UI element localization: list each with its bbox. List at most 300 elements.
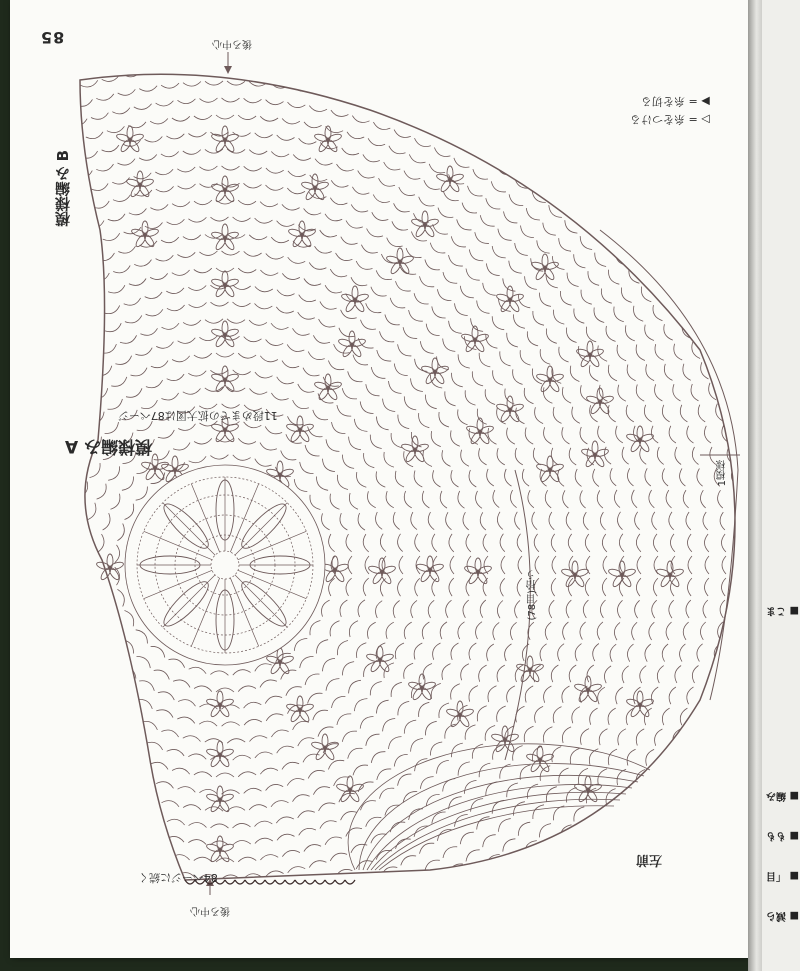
mesh-arc [145, 68, 163, 73]
petal [667, 561, 673, 575]
mesh-arc [580, 427, 587, 444]
mesh-arc [609, 846, 620, 861]
mesh-arc [98, 253, 115, 261]
mesh-arc [509, 261, 522, 274]
mesh-arc [364, 66, 381, 73]
mesh-arc [103, 816, 120, 824]
mesh-arc [437, 760, 449, 773]
mesh-arc [587, 218, 599, 231]
mesh-arc [391, 433, 402, 448]
mesh-arc [352, 187, 369, 194]
mesh-arc [331, 180, 348, 187]
mesh-arc [428, 512, 434, 530]
mesh-arc [600, 600, 605, 618]
next-page-snippet: ■ もも [766, 830, 799, 841]
mesh-arc [533, 805, 544, 819]
mesh-arc [719, 751, 727, 768]
mesh-arc [205, 892, 223, 896]
mesh-arc [601, 882, 613, 896]
chart-title: 模様編み A [65, 436, 153, 456]
mesh-arc [662, 405, 669, 422]
mesh-arc [255, 304, 273, 309]
mesh-arc [739, 425, 745, 443]
mesh-arc [205, 81, 223, 85]
flower-center [423, 223, 427, 227]
mesh-arc [486, 263, 499, 275]
mesh-arc [469, 470, 476, 487]
mesh-arc [430, 742, 442, 756]
mesh-arc [461, 450, 469, 467]
petal [542, 254, 548, 268]
mesh-arc [429, 164, 445, 173]
mesh-arc [178, 184, 196, 189]
mesh-arc [695, 870, 705, 885]
mesh-arc [376, 270, 392, 279]
mesh-arc [469, 643, 476, 660]
mesh-arc [697, 469, 703, 487]
page-number: 85 [40, 28, 65, 47]
mesh-arc [710, 772, 718, 788]
mesh-arc [411, 432, 421, 447]
mesh-arc [425, 395, 436, 409]
mesh-arc [341, 812, 357, 821]
mesh-arc [466, 578, 471, 596]
mesh-arc [238, 438, 256, 444]
mesh-arc [373, 195, 390, 203]
flower-center [278, 660, 282, 664]
mesh-arc [501, 556, 505, 574]
mesh-arc [574, 807, 584, 822]
mesh-arc [341, 886, 358, 894]
mesh-arc [337, 405, 351, 416]
mesh-arc [71, 612, 78, 629]
petal [142, 221, 148, 235]
left-front-label: 左前 [636, 852, 663, 867]
mesh-arc [189, 667, 206, 673]
mesh-arc [398, 415, 409, 429]
mesh-arc [98, 534, 104, 552]
mesh-arc [385, 72, 402, 79]
mesh-arc [653, 140, 665, 153]
mesh-arc [331, 110, 349, 116]
mesh-arc [610, 644, 616, 662]
mesh-arc [250, 389, 268, 395]
mesh-arc [194, 200, 212, 205]
mesh-arc [645, 644, 651, 662]
mesh-arc [680, 831, 690, 847]
flower-center [218, 703, 222, 707]
mesh-arc [366, 734, 380, 746]
flower-center [348, 788, 352, 792]
mesh-arc [552, 747, 561, 763]
mesh-arc [67, 229, 83, 237]
mesh-arc [398, 534, 403, 552]
mesh-arc [125, 807, 142, 814]
mesh-arc [484, 136, 499, 146]
mesh-arc [158, 692, 174, 700]
mesh-arc [574, 254, 586, 268]
mesh-arc [386, 622, 394, 639]
mesh-arc [480, 512, 486, 530]
mesh-arc [419, 197, 435, 206]
mesh-arc [420, 341, 433, 353]
mesh-arc [488, 686, 497, 702]
mesh-arc [608, 708, 616, 725]
mesh-arc [200, 183, 218, 187]
mesh-arc [146, 309, 163, 316]
mesh-arc [476, 491, 482, 508]
mesh-arc [645, 325, 654, 341]
mesh-arc [602, 578, 607, 596]
mesh-arc [313, 787, 330, 795]
mesh-arc [551, 578, 556, 596]
mesh-arc [515, 243, 528, 255]
mesh-arc [233, 64, 251, 68]
mesh-arc [82, 881, 99, 889]
mesh-arc [81, 567, 86, 585]
mesh-arc [738, 534, 742, 552]
mesh-arc [288, 416, 304, 425]
mesh-arc [384, 162, 401, 170]
chart-label-b: 模様編み B [54, 150, 72, 227]
flower-motif [416, 556, 444, 583]
mesh-arc [125, 611, 134, 627]
flower-center [548, 468, 552, 472]
mesh-arc [683, 364, 691, 381]
mesh-arc [255, 752, 273, 758]
flower-center [528, 668, 532, 672]
mesh-arc [566, 512, 571, 530]
mesh-arc [727, 666, 733, 684]
mesh-arc [476, 622, 482, 639]
mesh-arc [617, 769, 626, 785]
mesh-arc [189, 303, 207, 308]
mesh-arc [449, 534, 454, 552]
bottom-arcs [348, 744, 650, 870]
mesh-arc [238, 115, 256, 119]
mesh-arc [636, 534, 641, 552]
mesh-arc [255, 664, 272, 672]
mesh-arc [366, 303, 382, 312]
flower-center [380, 570, 384, 574]
mesh-arc [734, 709, 741, 726]
mesh-arc [735, 622, 740, 640]
mesh-arc [703, 600, 708, 618]
mesh-arc [675, 447, 681, 465]
mesh-arc [380, 788, 395, 799]
mesh-arc [701, 751, 709, 768]
petal [325, 374, 331, 388]
mesh-arc [177, 252, 195, 257]
mesh-arc [86, 132, 103, 139]
mesh-arc [688, 556, 692, 574]
mesh-arc [326, 126, 344, 132]
mesh-arc [443, 191, 458, 201]
mesh-arc [498, 890, 512, 902]
mesh-arc [586, 82, 600, 93]
mesh-arc [485, 389, 495, 404]
flower-motif [561, 561, 589, 588]
mesh-arc [513, 314, 524, 328]
petal [299, 221, 305, 235]
mesh-arc [88, 611, 96, 628]
mesh-arc [571, 203, 584, 216]
mesh-arc [125, 315, 142, 322]
mesh-arc [313, 410, 328, 420]
mesh-arc [108, 466, 119, 480]
mesh-arc [692, 772, 700, 788]
mesh-arc [640, 176, 652, 189]
mesh-arc [320, 73, 338, 79]
mesh-arc [376, 601, 383, 618]
mesh-arc [574, 862, 586, 876]
flower-center [593, 453, 597, 457]
mesh-arc [298, 811, 315, 818]
mesh-arc [662, 228, 673, 242]
mesh-arc [71, 502, 78, 519]
mesh-arc [250, 736, 268, 742]
mesh-arc [469, 249, 483, 260]
mesh-arc [260, 768, 278, 774]
mesh-arc [601, 827, 611, 842]
mesh-arc [683, 172, 695, 186]
mesh-arc [710, 302, 719, 318]
mesh-arc [598, 113, 612, 125]
mesh-arc [529, 124, 544, 135]
mesh-arc [287, 344, 304, 351]
mesh-arc [477, 817, 490, 830]
mesh-arc [227, 81, 245, 85]
mesh-arc [298, 312, 315, 319]
mesh-arc [78, 261, 94, 269]
mesh-arc [122, 710, 137, 720]
mesh-arc [727, 383, 734, 400]
mesh-arc [411, 889, 427, 898]
mesh-arc [699, 283, 708, 299]
mesh-arc [111, 744, 127, 753]
flower-motif [211, 366, 239, 393]
mesh-arc [566, 788, 576, 803]
mesh-arc [318, 727, 333, 737]
mesh-arc [249, 320, 267, 325]
mesh-arc [618, 729, 626, 746]
mesh-arc [233, 840, 251, 845]
mesh-arc [108, 285, 125, 293]
mesh-arc [330, 198, 347, 205]
mesh-arc [593, 644, 599, 662]
mesh-arc [357, 643, 367, 658]
mesh-arc [466, 534, 471, 552]
mesh-arc [349, 621, 358, 637]
mesh-arc [86, 788, 102, 797]
mesh-arc [520, 160, 534, 171]
mesh-arc [539, 91, 554, 101]
flower-motif [626, 691, 654, 718]
mesh-arc [604, 96, 618, 108]
mesh-arc [216, 773, 234, 777]
mesh-arc [487, 644, 494, 661]
mesh-arc [337, 714, 351, 725]
mesh-arc [304, 122, 322, 128]
mesh-arc [90, 652, 101, 667]
mesh-arc [567, 844, 579, 858]
mesh-arc [380, 534, 385, 552]
mesh-arc [551, 534, 556, 552]
mesh-arc [150, 850, 168, 856]
mesh-arc [222, 790, 240, 794]
mesh-arc [300, 462, 314, 474]
mesh-arc [549, 512, 554, 530]
mesh-arc [424, 180, 440, 189]
mesh-arc [593, 469, 599, 487]
mesh-arc [189, 823, 207, 828]
mesh-arc [484, 556, 488, 574]
mesh-arc [707, 263, 717, 278]
mesh-arc [496, 84, 512, 93]
mesh-arc [340, 600, 347, 617]
mesh-arc [75, 99, 92, 106]
mesh-arc [627, 644, 633, 662]
mesh-arc [430, 243, 445, 253]
mesh-arc [727, 263, 736, 279]
scallop [275, 880, 285, 884]
flower-center [588, 353, 592, 357]
mesh-arc [700, 622, 705, 640]
mesh-arc [603, 163, 616, 176]
flower-center [223, 138, 227, 142]
mesh-arc [210, 455, 228, 459]
mesh-arc [580, 490, 586, 508]
mesh-arc [304, 209, 322, 215]
mesh-arc [704, 578, 708, 596]
mesh-arc [477, 409, 486, 425]
mesh-arc [608, 405, 616, 422]
petal [507, 286, 513, 300]
mesh-arc [455, 303, 468, 315]
petal [277, 461, 283, 475]
mesh-arc [451, 470, 459, 487]
mesh-arc [69, 303, 85, 312]
crochet-chart [10, 0, 748, 958]
mesh-arc [692, 666, 698, 684]
mesh-arc [271, 237, 289, 243]
mesh-arc [249, 235, 267, 240]
book-spine [748, 0, 762, 971]
mesh-arc [452, 743, 463, 757]
mesh-arc [621, 288, 631, 303]
arc-label: (78目)拾う [527, 570, 538, 621]
mesh-arc [383, 719, 396, 732]
petal [377, 646, 383, 660]
mesh-arc [238, 200, 256, 205]
mesh-arc [657, 666, 663, 684]
mesh-arc [521, 79, 536, 89]
flower-center [638, 703, 642, 707]
mesh-arc [513, 746, 523, 761]
mesh-arc [339, 328, 355, 337]
mesh-arc [662, 468, 668, 486]
mesh-arc [330, 853, 347, 861]
mesh-arc [260, 116, 278, 121]
mesh-arc [139, 86, 157, 92]
mesh-arc [737, 751, 745, 768]
mesh-arc [620, 556, 624, 574]
mesh-arc [156, 342, 173, 349]
mesh-arc [636, 345, 645, 361]
mesh-arc [645, 790, 654, 806]
mesh-arc [507, 333, 518, 347]
mesh-arc [535, 407, 543, 423]
mesh-arc [710, 207, 721, 222]
mesh-arc [384, 90, 401, 97]
mesh-arc [452, 80, 468, 89]
mesh-arc [729, 342, 737, 359]
mesh-arc [376, 512, 383, 529]
mesh-arc [537, 877, 550, 890]
mesh-arc [440, 131, 456, 140]
center-motif [125, 465, 325, 665]
mesh-arc [539, 824, 551, 838]
mesh-arc [346, 534, 352, 552]
mesh-arc [156, 255, 174, 261]
mesh-arc [674, 344, 682, 360]
mesh-arc [449, 578, 454, 596]
mesh-arc [177, 717, 195, 723]
flower-center [223, 333, 227, 337]
mesh-arc [428, 600, 434, 618]
mesh-arc [134, 104, 152, 110]
mesh-arc [299, 138, 317, 144]
petal [432, 358, 438, 372]
flower-motif [211, 321, 239, 348]
mesh-arc [233, 455, 251, 460]
bottom-arc [379, 806, 614, 870]
mesh-arc [447, 97, 463, 106]
mesh-arc [277, 290, 295, 296]
mesh-arc [222, 705, 240, 709]
petal [152, 454, 158, 468]
mesh-arc [721, 578, 725, 596]
flower-motif [446, 701, 474, 728]
mesh-arc [616, 865, 627, 879]
mesh-arc [354, 699, 367, 712]
mesh-arc [727, 852, 736, 868]
flower-motif [211, 176, 239, 203]
mesh-arc [332, 696, 346, 708]
mesh-arc [515, 448, 523, 465]
mesh-arc [398, 344, 412, 356]
mesh-arc [722, 688, 728, 705]
mesh-arc [111, 494, 120, 510]
mesh-arc [282, 762, 299, 769]
mesh-arc [293, 400, 309, 408]
mesh-arc [101, 777, 117, 786]
mesh-arc [442, 664, 451, 680]
mesh-arc [255, 218, 273, 223]
mesh-arc [578, 768, 588, 784]
mesh-arc [619, 534, 624, 552]
mesh-arc [282, 273, 300, 279]
mesh-arc [313, 710, 328, 720]
mesh-arc [308, 352, 325, 360]
mesh-arc [337, 475, 348, 490]
arrow-top-head [224, 66, 232, 74]
flower-motif [536, 366, 564, 393]
mesh-arc [277, 377, 294, 384]
mesh-arc [166, 134, 184, 139]
scallop [335, 880, 345, 884]
mesh-arc [683, 490, 688, 508]
